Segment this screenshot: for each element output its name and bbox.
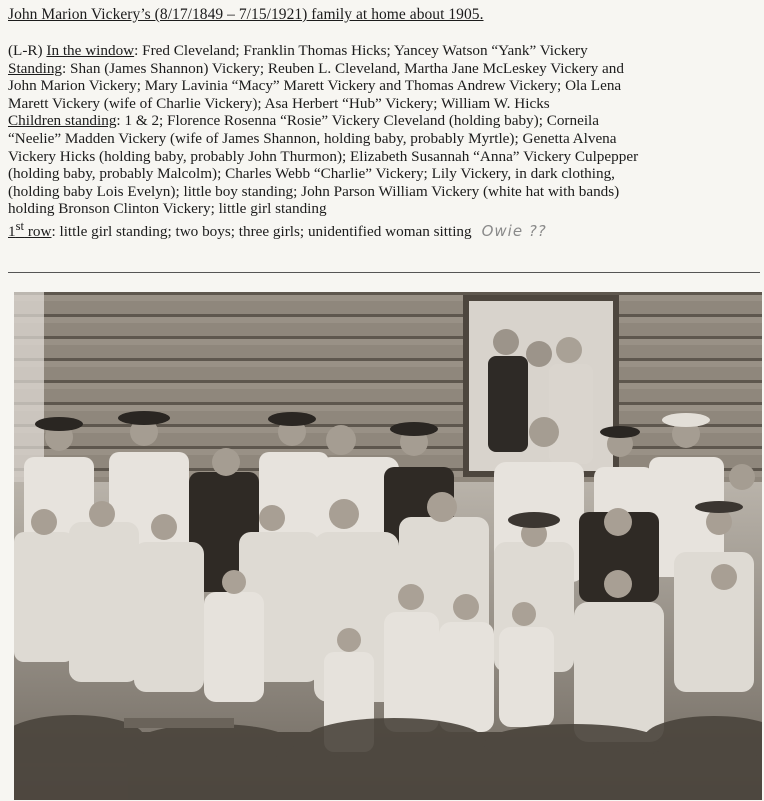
- caption-line: holding Bronson Clinton Vickery; little girl standing: [8, 200, 327, 218]
- caption-text: : Shan (James Shannon) Vickery; Reuben L. Cleveland, Martha Jane McLeskey Vickery and: [62, 59, 624, 77]
- caption-heading-standing: Standing: [8, 59, 63, 77]
- caption-text: : little girl standing; two boys; three girls; unidentified woman sitting: [51, 223, 472, 240]
- caption-line: [8, 112, 760, 130]
- caption-heading-window: In the window: [46, 42, 135, 59]
- caption-heading-row: row: [24, 223, 52, 240]
- photo-caption: [8, 42, 760, 241]
- caption-line: [8, 42, 760, 60]
- caption-line: [8, 218, 760, 241]
- divider: [8, 272, 760, 273]
- caption-line: [8, 60, 760, 78]
- handwritten-note: Owie ??: [481, 222, 547, 240]
- caption-heading-ordinal: st: [15, 218, 25, 233]
- photo-illustration: [14, 292, 762, 800]
- caption-heading-first-row: [8, 218, 52, 240]
- caption-text: : 1 & 2; Florence Rosenna “Rosie” Vickery Cleveland (holding baby); Corneila: [116, 112, 600, 130]
- page-title: John Marion Vickery’s (8/17/1849 – 7/15/1921) family at home about 1905.: [8, 6, 484, 23]
- caption-heading-children: Children standing: [8, 112, 117, 130]
- caption-text: : Fred Cleveland; Franklin Thomas Hicks; Yancey Watson “Yank” Vickery: [134, 42, 588, 59]
- caption-heading-number: 1: [8, 223, 16, 240]
- caption-line: “Neelie” Madden Vickery (wife of James Shannon, holding baby, probably Myrtle); Genetta Alvena: [8, 129, 617, 147]
- caption-line: Vickery Hicks (holding baby, probably John Thurmon); Elizabeth Susannah “Anna” Vickery Culpepper: [8, 147, 639, 165]
- caption-line: (holding baby, probably Malcolm); Charles Webb “Charlie” Vickery; Lily Vickery, in dark clothing,: [8, 165, 615, 183]
- caption-prefix: (L-R): [8, 42, 47, 59]
- family-photograph: [14, 292, 762, 800]
- caption-line: John Marion Vickery; Mary Lavinia “Macy” Marett Vickery and Thomas Andrew Vickery; Ola Lena: [8, 77, 622, 95]
- caption-line: (holding baby Lois Evelyn); little boy standing; John Parson William Vickery (white hat with bands): [8, 182, 620, 200]
- caption-line: Marett Vickery (wife of Charlie Vickery); Asa Herbert “Hub” Vickery; William W. Hicks: [8, 94, 550, 112]
- wooden-board: [124, 718, 234, 728]
